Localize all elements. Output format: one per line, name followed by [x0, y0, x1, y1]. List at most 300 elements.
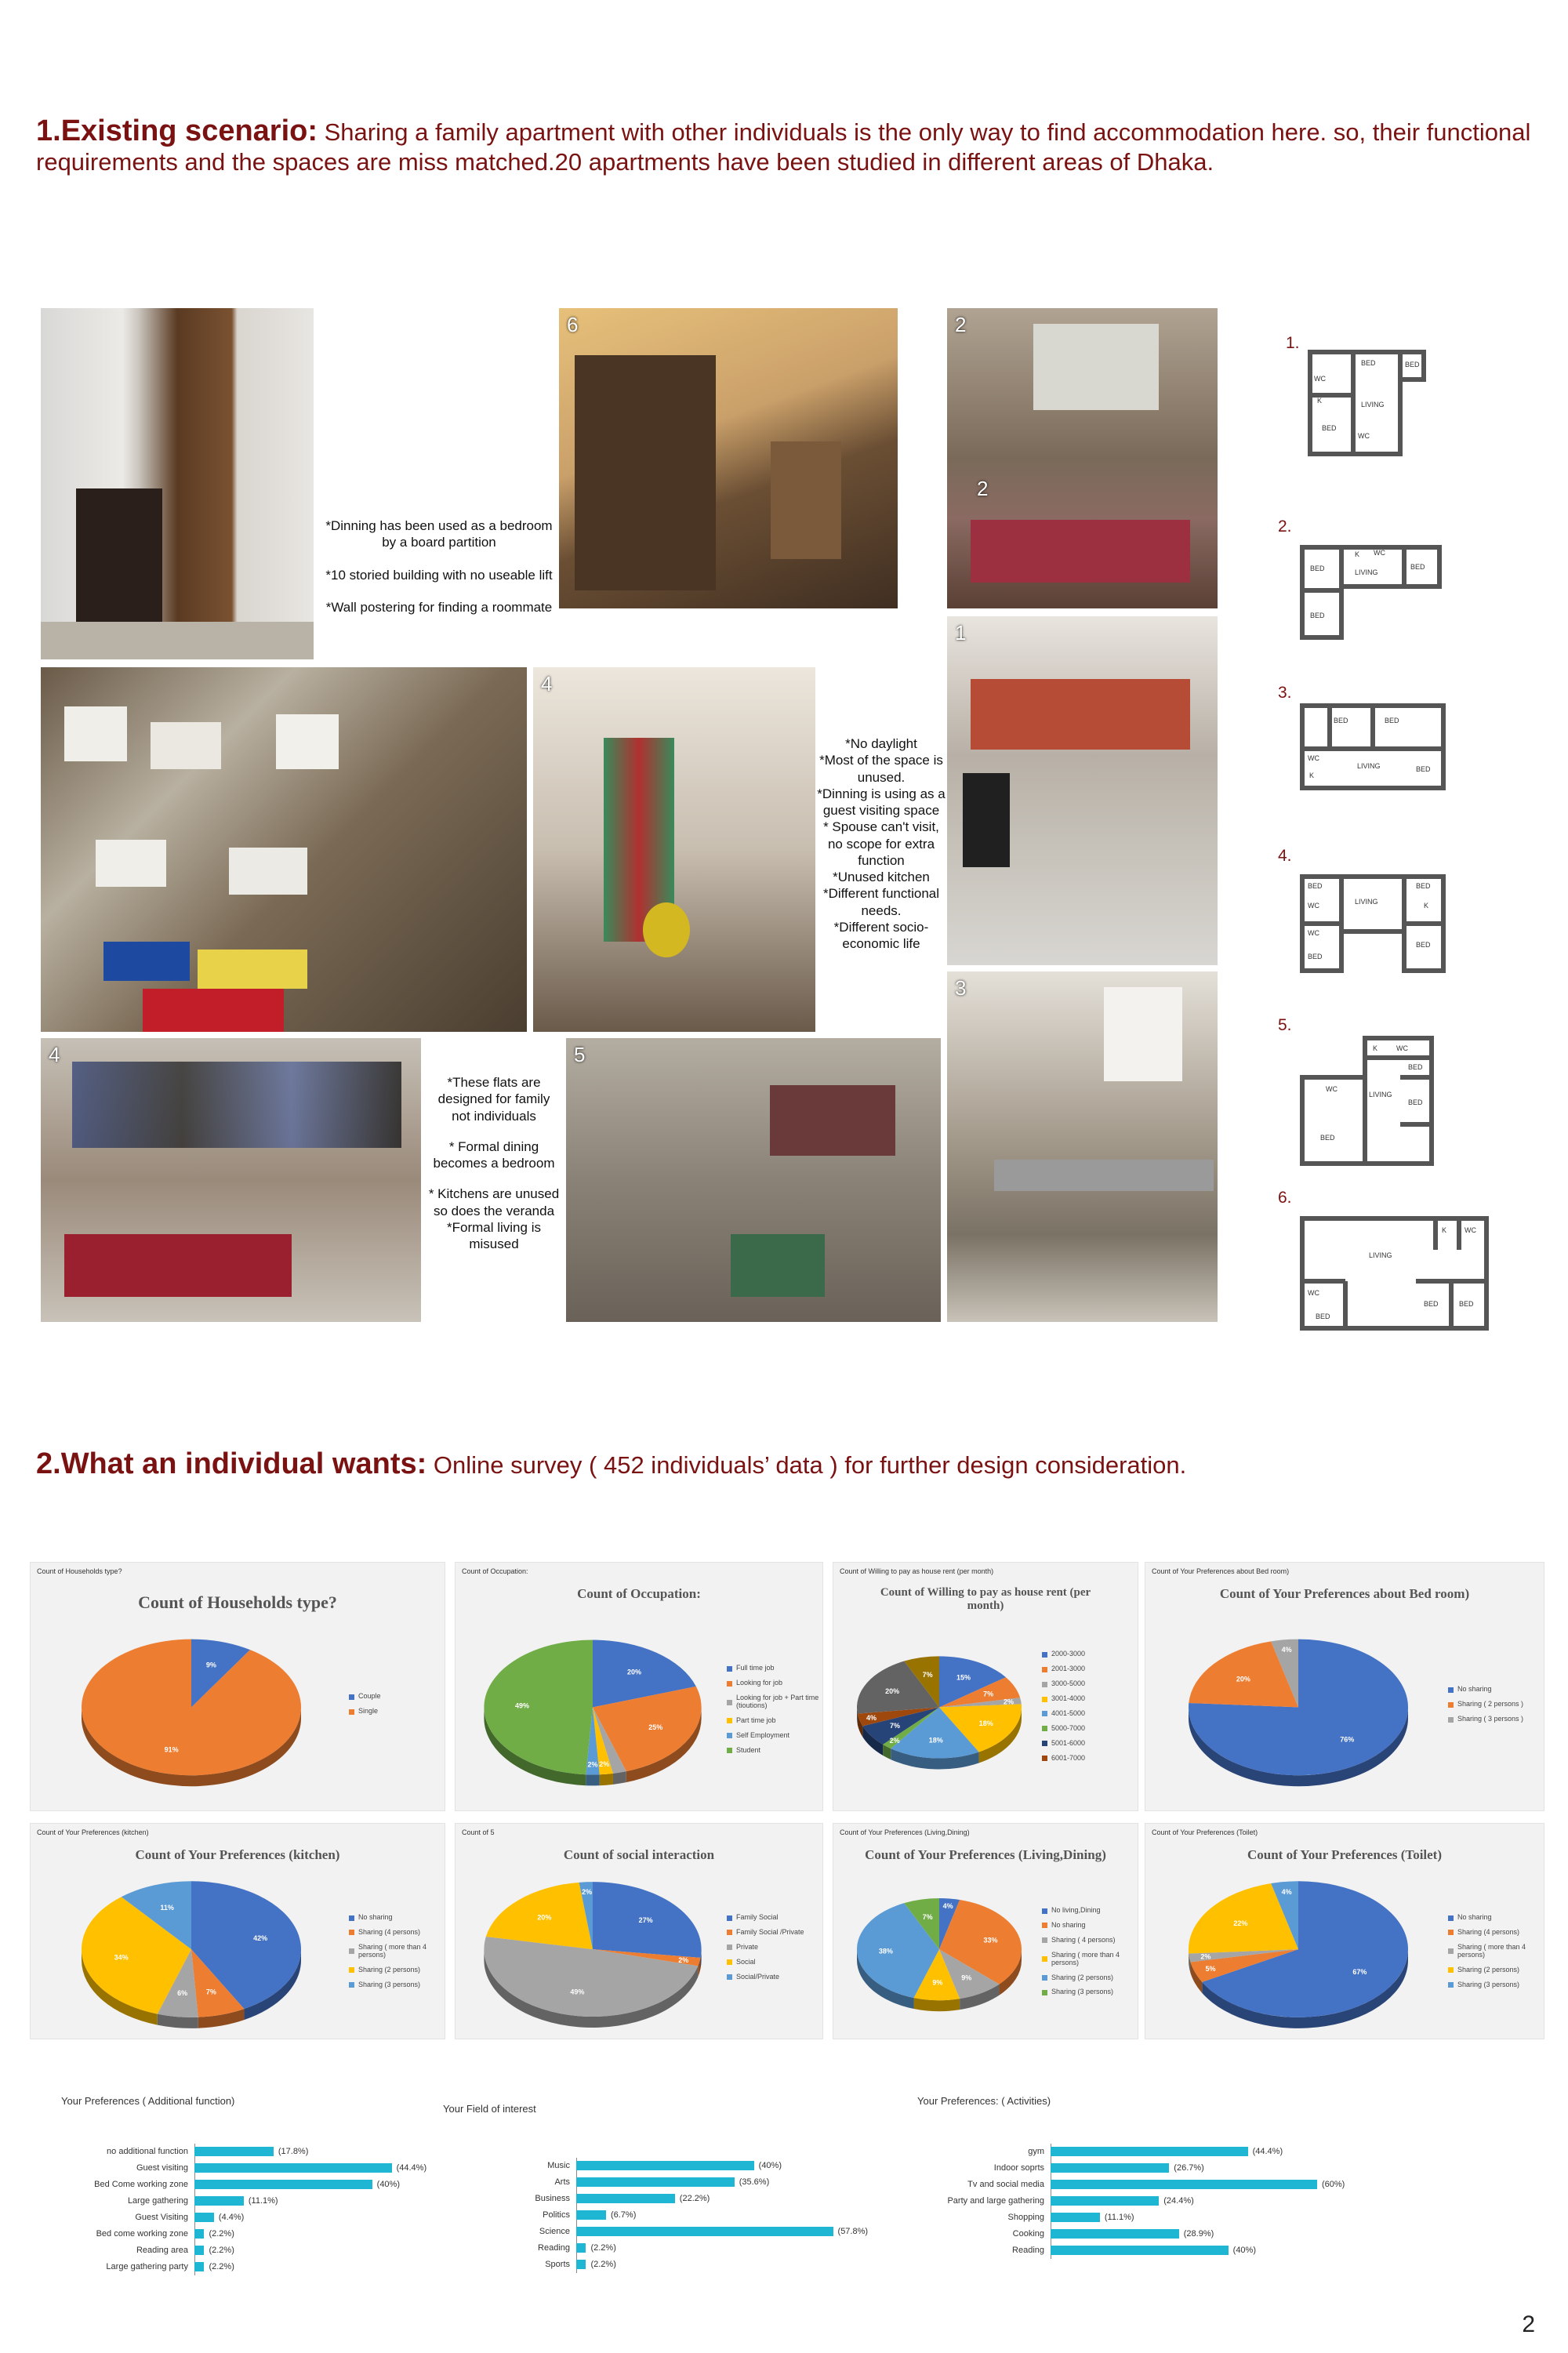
pie-legend [727, 1914, 821, 1988]
bar [194, 2163, 392, 2173]
bar-value-label: (40%) [1232, 2246, 1256, 2255]
pie-chart-caption: Count of Your Preferences (kitchen) [37, 1828, 149, 1836]
legend-item [1448, 1686, 1542, 1694]
note-c-2: * Formal dining becomes a bedroom [433, 1138, 555, 1171]
bar-value-label: (44.4%) [1252, 2147, 1283, 2156]
legend-swatch [727, 1915, 732, 1921]
pie-chart-svg [1145, 1824, 1451, 2040]
plan-1-room: K [1317, 397, 1323, 405]
legend-label: No living,Dining [1051, 1906, 1101, 1915]
pie-data-label: 20% [537, 1913, 552, 1922]
legend-swatch [1448, 1687, 1454, 1693]
legend-label: Student [736, 1745, 761, 1754]
pie-data-label: 4% [942, 1902, 953, 1911]
poster-8 [143, 989, 284, 1032]
section-2-lead: 2.What an individual wants: [36, 1447, 427, 1480]
bar-value-label: (6.7%) [610, 2210, 637, 2220]
note-b-5: *Unused kitchen [833, 870, 930, 884]
legend-label: Sharing ( more than 4 persons) [1051, 1950, 1120, 1966]
pie-data-label: 38% [878, 1947, 893, 1955]
photo-4-bottom-number: 4 [49, 1043, 60, 1066]
plan-2-room: BED [1310, 612, 1325, 619]
legend-item [727, 1929, 821, 1937]
photo-entrance-lift [41, 308, 314, 659]
plan-4-room: BED [1308, 882, 1323, 890]
pie-chart-card [455, 1823, 823, 2039]
bar [1051, 2246, 1229, 2255]
plan-2-room: WC [1374, 549, 1385, 557]
bar-chart-title: Your Preferences: ( Activities) [917, 2095, 1051, 2107]
bar-value-label: (40%) [758, 2161, 782, 2170]
plan-5-room: WC [1396, 1044, 1408, 1052]
pie-data-label: 9% [961, 1974, 972, 1982]
legend-label: Private [736, 1942, 759, 1951]
legend-label: 2001-3000 [1051, 1665, 1086, 1673]
bar-category-label: Large gathering party [106, 2262, 188, 2271]
section-1-body: Sharing a family apartment with other individuals is the only way to find accommodation here. so, their functional requirements and the spaces are miss matched.20 apartments have been studied in different areas of Dhaka. [36, 118, 1531, 176]
legend-label: Family Social [736, 1913, 779, 1922]
bar-row [61, 2160, 426, 2176]
legend-label: Couple [358, 1692, 381, 1701]
plan-5-label: 5. [1278, 1016, 1292, 1034]
bar-row [61, 2226, 234, 2242]
pie-data-label: 7% [983, 1690, 994, 1698]
pie-data-label: 18% [978, 1719, 993, 1727]
pie-chart-caption: Count of Your Preferences (Living,Dining) [840, 1828, 970, 1836]
plan-4-drawing [1298, 861, 1455, 979]
bar-category-label: Reading area [136, 2246, 188, 2255]
legend-label: Looking for job [736, 1679, 783, 1687]
legend-swatch [1042, 1923, 1047, 1928]
legend-label: 5001-6000 [1051, 1738, 1086, 1747]
plan-4-room: BED [1416, 882, 1431, 890]
bar-value-label: (28.9%) [1183, 2229, 1214, 2239]
pie-data-label: 2% [1200, 1952, 1211, 1961]
legend-label: Sharing ( 3 persons ) [1457, 1715, 1524, 1723]
pie-data-label: 42% [253, 1934, 268, 1943]
pie-chart-title: Count of Your Preferences (kitchen) [135, 1847, 340, 1862]
pie-chart-caption: Count of Your Preferences about Bed room) [1152, 1567, 1290, 1575]
photo-to-let-posters [41, 667, 527, 1032]
plan-2-label: 2. [1278, 517, 1292, 536]
pie-chart-title: Count of Households type? [138, 1592, 337, 1612]
pie-chart-svg [456, 1824, 730, 2040]
legend-item [349, 1966, 443, 1974]
legend-label: No sharing [358, 1913, 393, 1922]
plan-1-room: BED [1361, 359, 1376, 367]
legend-item [1042, 1725, 1136, 1733]
bar [576, 2177, 735, 2187]
bar-row [917, 2144, 1283, 2159]
plan-6-room: K [1442, 1226, 1447, 1234]
pie-slice-side [613, 1771, 626, 1785]
bar-chart-title: Your Field of interest [443, 2103, 536, 2115]
legend-swatch [1042, 1937, 1047, 1943]
pie-data-label: 6% [177, 1989, 188, 1998]
bar [1051, 2229, 1179, 2239]
fan [643, 902, 690, 957]
legend-swatch [1448, 1967, 1454, 1973]
bar-row [61, 2242, 234, 2258]
legend-swatch [1448, 1717, 1454, 1723]
photo-3 [947, 971, 1218, 1322]
legend-label: 2000-3000 [1051, 1650, 1086, 1658]
legend-item [1042, 1695, 1136, 1703]
poster-7 [198, 950, 307, 989]
note-c [427, 1074, 561, 1266]
legend-label: 5000-7000 [1051, 1723, 1086, 1732]
bar-category-label: Party and large gathering [947, 2196, 1044, 2206]
legend-label: Social [736, 1957, 756, 1966]
legend-label: No sharing [1457, 1685, 1492, 1694]
legend-label: Sharing (4 persons) [1457, 1927, 1520, 1936]
plan-3-room: BED [1385, 717, 1399, 724]
pie-chart-title: Count of Your Preferences about Bed room) [1219, 1586, 1470, 1601]
legend-label: Sharing ( 4 persons) [1051, 1935, 1116, 1944]
chair [963, 773, 1010, 867]
photo-5-number: 5 [574, 1043, 586, 1066]
bar-category-label: Tv and social media [967, 2180, 1044, 2189]
photo-4-top-number: 4 [541, 672, 553, 695]
legend-label: No sharing [1051, 1920, 1086, 1929]
note-b-2: *Most of the space is unused. [819, 753, 943, 785]
bar-value-label: (2.2%) [209, 2229, 234, 2239]
bedding [64, 1234, 292, 1297]
pie-chart-title: Count of Willing to pay as house rent (per month) [880, 1586, 1091, 1612]
legend-item [1448, 1716, 1542, 1723]
legend-label: 4001-5000 [1051, 1709, 1086, 1717]
legend-item [727, 1679, 821, 1687]
photo-1 [947, 616, 1218, 965]
legend-item [727, 1914, 821, 1922]
legend-swatch [1042, 1667, 1047, 1672]
bar-row [61, 2177, 400, 2192]
plan-5-room: BED [1408, 1098, 1423, 1106]
plan-4-room: BED [1416, 941, 1431, 949]
bar-value-label: (11.1%) [1104, 2213, 1134, 2222]
pie-data-label: 2% [599, 1759, 610, 1768]
plan-4-room: LIVING [1355, 898, 1378, 906]
legend-item [727, 1717, 821, 1725]
legend-item [1448, 1966, 1542, 1974]
note-b [815, 735, 947, 952]
legend-swatch [1042, 1697, 1047, 1702]
legend-label: Looking for job + Part time (tioutions) [736, 1694, 819, 1710]
pie-chart-svg [833, 1563, 1045, 1812]
section-1-heading [36, 114, 1541, 176]
legend-item [727, 1974, 821, 1981]
pie-chart-caption: Count of Occupation: [462, 1567, 528, 1575]
pie-legend [349, 1914, 443, 1995]
legend-item [349, 1914, 443, 1922]
boxes [771, 441, 841, 559]
bar-value-label: (60%) [1322, 2180, 1345, 2189]
note-c-3: * Kitchens are unused so does the veranda *Formal living is misused [428, 1186, 560, 1251]
pie-data-label: 20% [626, 1668, 641, 1676]
bar-category-label: Music [547, 2161, 570, 2170]
legend-item [1448, 1944, 1542, 1959]
plan-1-drawing [1306, 348, 1439, 466]
pie-chart-svg [833, 1824, 1045, 2040]
legend-item [1042, 1937, 1136, 1944]
legend-item [1042, 1650, 1136, 1658]
floor-plan-5 [1278, 1016, 1450, 1173]
section-2-body: Online survey ( 452 individuals’ data ) for further design consideration. [426, 1451, 1187, 1479]
pie-data-label: 33% [983, 1936, 998, 1944]
note-a-1: *Dinning has been used as a bedroom by a board partition [325, 518, 553, 550]
hanging-clothes [72, 1062, 401, 1148]
bar-chart-title: Your Preferences ( Additional function) [61, 2095, 235, 2107]
plan-2-room: K [1355, 550, 1360, 558]
pie-legend [1042, 1907, 1136, 2003]
legend-label: Single [358, 1707, 379, 1716]
poster-5 [229, 848, 307, 895]
bar-row [61, 2259, 234, 2275]
pie-chart-card [1145, 1562, 1544, 1811]
legend-swatch [727, 1959, 732, 1965]
floor-plan-2 [1278, 517, 1450, 651]
counter [994, 1160, 1214, 1191]
legend-swatch [349, 1930, 354, 1935]
pie-data-label: 49% [514, 1701, 529, 1710]
pie-data-label: 15% [956, 1673, 971, 1682]
pie-data-label: 25% [648, 1723, 663, 1731]
bar [194, 2213, 214, 2222]
bar-category-label: Large gathering [127, 2196, 188, 2206]
legend-item [1042, 1710, 1136, 1718]
note-a-3: *Wall postering for finding a roommate [325, 599, 553, 615]
bar [1051, 2180, 1317, 2189]
plan-4-room: K [1424, 902, 1429, 910]
mattress [971, 520, 1190, 583]
legend-label: Sharing (3 persons) [1051, 1988, 1114, 1996]
pie-data-label: 2% [678, 1955, 689, 1964]
photo-2 [947, 308, 1218, 608]
bar-category-label: Politics [543, 2210, 570, 2220]
bar [1051, 2147, 1248, 2156]
legend-swatch [1042, 1956, 1047, 1962]
bar [576, 2260, 586, 2269]
pie-slice-side [600, 1774, 613, 1785]
plan-4-label: 4. [1278, 847, 1292, 865]
plan-6-room: BED [1316, 1313, 1330, 1320]
legend-label: Family Social /Private [736, 1927, 804, 1936]
legend-item [727, 1747, 821, 1755]
pie-legend [1448, 1914, 1542, 1995]
bar [1051, 2213, 1100, 2222]
plan-2-drawing [1298, 532, 1455, 649]
pie-data-label: 9% [205, 1661, 216, 1669]
bar-row [917, 2160, 1204, 2176]
bar-category-label: Science [539, 2227, 570, 2236]
legend-swatch [727, 1700, 732, 1705]
poster-2 [151, 722, 221, 769]
plan-6-drawing [1298, 1203, 1510, 1344]
photo-2-inner-number: 2 [977, 477, 989, 500]
note-c-1: *These flats are designed for family not individuals [437, 1075, 550, 1124]
pie-data-label: 7% [922, 1671, 933, 1679]
plan-4-room: WC [1308, 929, 1319, 937]
legend-item [1042, 1680, 1136, 1688]
bar [194, 2229, 204, 2239]
pie-chart-caption: Count of 5 [462, 1828, 495, 1836]
bar-row [443, 2174, 769, 2190]
pie-chart-card [30, 1823, 445, 2039]
plan-6-label: 6. [1278, 1189, 1292, 1207]
legend-swatch [349, 1915, 354, 1921]
legend-label: Sharing ( 2 persons ) [1457, 1700, 1524, 1708]
bar-category-label: Indoor soprts [993, 2163, 1044, 2173]
plan-1-room: BED [1322, 424, 1337, 432]
plan-1-room: BED [1405, 361, 1420, 369]
legend-swatch [349, 1967, 354, 1973]
pie-data-label: 7% [922, 1912, 933, 1921]
pie-data-label: 20% [885, 1687, 900, 1696]
legend-swatch [1042, 1756, 1047, 1761]
bar-category-label: Guest visiting [136, 2163, 188, 2173]
bar [576, 2210, 606, 2220]
legend-swatch [349, 1694, 354, 1700]
bar-value-label: (57.8%) [837, 2227, 869, 2236]
bar-category-label: Shopping [1007, 2213, 1044, 2222]
legend-swatch [1042, 1652, 1047, 1658]
pie-data-label: 2% [587, 1760, 598, 1769]
pie-legend [349, 1693, 443, 1723]
bar [576, 2161, 754, 2170]
bar-category-label: Cooking [1012, 2229, 1044, 2239]
pie-chart-svg [31, 1824, 352, 2040]
bar [1051, 2163, 1169, 2173]
plan-5-drawing [1298, 1030, 1455, 1171]
bar-row [61, 2144, 308, 2159]
pie-data-label: 27% [638, 1916, 653, 1925]
floor-plan-4 [1278, 847, 1450, 980]
plan-4-room: WC [1308, 902, 1319, 910]
legend-item [727, 1944, 821, 1952]
pie-chart-title: Count of Occupation: [577, 1586, 701, 1601]
plan-3-room: K [1309, 772, 1315, 779]
bar-row [917, 2177, 1345, 2192]
legend-label: 6001-7000 [1051, 1753, 1086, 1762]
bar-row [917, 2242, 1256, 2258]
plan-3-room: BED [1416, 765, 1431, 773]
pie-chart-svg [1145, 1563, 1451, 1812]
legend-swatch [1448, 1915, 1454, 1921]
pie-chart-caption: Count of Households type? [37, 1567, 122, 1575]
bar-row [917, 2210, 1134, 2225]
legend-swatch [727, 1974, 732, 1980]
legend-swatch [727, 1930, 732, 1935]
pie-data-label: 4% [866, 1714, 877, 1723]
bar-category-label: Guest Visiting [135, 2213, 188, 2222]
wardrobe-area [575, 355, 716, 590]
legend-label: Sharing (3 persons) [358, 1980, 421, 1988]
photo-4-top [533, 667, 815, 1032]
pie-data-label: 20% [1236, 1675, 1250, 1683]
legend-item [349, 1981, 443, 1989]
bar-value-label: (35.6%) [739, 2177, 770, 2187]
bar-row [443, 2224, 868, 2239]
bar-row [443, 2240, 616, 2256]
bar-value-label: (44.4%) [396, 2163, 427, 2173]
plan-2-room: LIVING [1355, 568, 1378, 576]
plan-6-room: WC [1308, 1289, 1319, 1297]
bar [194, 2246, 204, 2255]
plan-3-room: WC [1308, 754, 1319, 762]
legend-swatch [1448, 1702, 1454, 1708]
floor-plan-6 [1278, 1189, 1513, 1345]
bar-value-label: (26.7%) [1174, 2163, 1204, 2173]
legend-swatch [1448, 1948, 1454, 1954]
pie-chart-svg [456, 1563, 730, 1812]
legend-item [1448, 1981, 1542, 1989]
pie-chart-title: Count of Your Preferences (Toilet) [1247, 1847, 1443, 1862]
pie-chart-caption: Count of Your Preferences (Toilet) [1152, 1828, 1258, 1836]
pie-data-label: 2% [889, 1737, 900, 1745]
pie-data-label: 18% [928, 1736, 943, 1745]
floor-plan-1 [1286, 334, 1443, 467]
pie-data-label: 7% [205, 1988, 216, 1996]
pie-chart-card [833, 1823, 1138, 2039]
plan-4-room: BED [1308, 953, 1323, 960]
legend-swatch [1448, 1930, 1454, 1935]
legend-swatch [727, 1718, 732, 1723]
pie-chart-title: Count of Your Preferences (Living,Dining) [865, 1847, 1106, 1862]
wall-clothes [770, 1085, 895, 1156]
bar [194, 2147, 274, 2156]
legend-label: Social/Private [736, 1972, 780, 1981]
plan-1-label: 1. [1286, 334, 1300, 352]
note-b-3: *Dinning is using as a guest visiting space [817, 786, 946, 818]
legend-item [1448, 1701, 1542, 1708]
pie-data-label: 76% [1340, 1735, 1355, 1744]
pie-data-label: 91% [164, 1745, 179, 1754]
bar-category-label: gym [1028, 2147, 1044, 2156]
bar-value-label: (22.2%) [679, 2194, 710, 2203]
bar-chart [443, 2103, 898, 2291]
note-a-2: *10 storied building with no useable lift [325, 567, 553, 583]
legend-item [349, 1944, 443, 1959]
legend-label: 3001-4000 [1051, 1694, 1086, 1703]
legend-item [727, 1732, 821, 1740]
pie-chart-card [1145, 1823, 1544, 2039]
pie-slice [484, 1640, 593, 1775]
legend-swatch [1042, 1975, 1047, 1981]
plan-6-room: LIVING [1369, 1251, 1392, 1259]
bar [194, 2180, 372, 2189]
plan-6-room: BED [1424, 1300, 1439, 1308]
photo-6-number: 6 [567, 313, 579, 336]
plan-3-label: 3. [1278, 684, 1292, 702]
bar-value-label: (2.2%) [590, 2260, 616, 2269]
legend-item [1042, 1988, 1136, 1996]
pie-data-label: 5% [1205, 1965, 1216, 1974]
plan-2-room: BED [1410, 563, 1425, 571]
hanging-clothes [971, 679, 1190, 750]
pie-data-label: 67% [1352, 1967, 1367, 1976]
legend-item [727, 1694, 821, 1710]
legend-label: Sharing ( more than 4 persons) [358, 1942, 427, 1959]
bar-category-label: Bed come working zone [96, 2229, 188, 2239]
bar [194, 2262, 204, 2271]
bar-value-label: (17.8%) [278, 2147, 309, 2156]
legend-item [1042, 1922, 1136, 1930]
bar-category-label: Business [535, 2194, 570, 2203]
bar-value-label: (40%) [376, 2180, 400, 2189]
legend-swatch [1042, 1726, 1047, 1731]
photo-5 [566, 1038, 941, 1322]
legend-swatch [727, 1748, 732, 1753]
